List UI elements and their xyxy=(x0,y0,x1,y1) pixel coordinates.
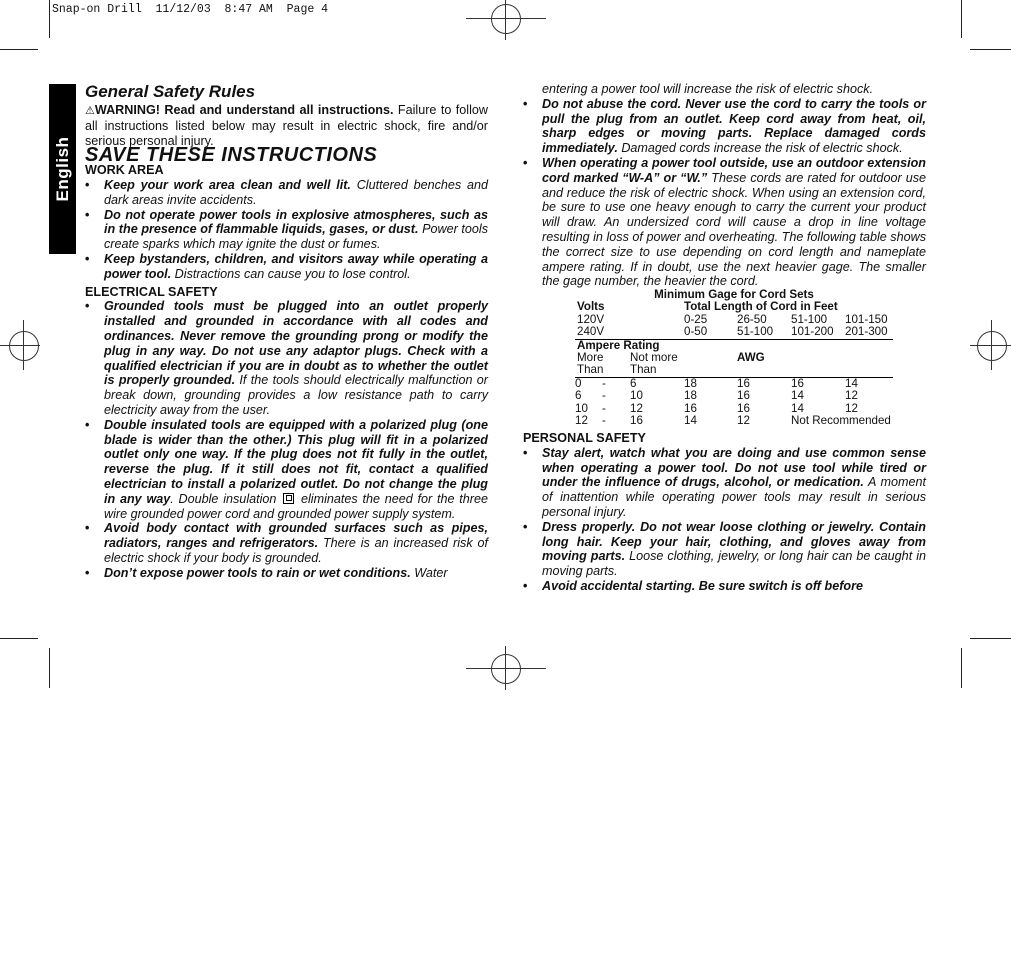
table-header-row: Than Than xyxy=(575,364,893,377)
personal-safety-title: PERSONAL SAFETY xyxy=(523,431,646,445)
cord-safety-list xyxy=(523,97,926,289)
crop-mark xyxy=(970,49,1011,50)
list-item: • Grounded tools must be plugged into an outlet properly installed and grounded in accordance with all codes and ordinances. Never remove the grounding prong or modify the plug in any way. Do not use any adaptor plugs. Check with a qualified electrician if you are in doubt as to whether the outlet is properly grounded. If the tools should electrically malfunction or break down, grounding provides a low resistance path to carry electricity away from the user. xyxy=(85,299,488,417)
registration-mark-line xyxy=(505,646,506,690)
right-column xyxy=(523,82,926,289)
registration-mark-icon xyxy=(491,654,521,684)
table-row: 240V 0-50 51-100 101-200 201-300 xyxy=(577,325,888,339)
list-item: • Do not operate power tools in explosive atmospheres, such as in the presence of flammable liquids, gases, or dust. Power tools create sparks which may ignite the dust or fumes. xyxy=(85,208,488,252)
list-item: • Do not abuse the cord. Never use the cord to carry the tools or pull the plug from an outlet. Keep cord away from heat, oil, sharp edges or moving parts. Replace damaged cords immediately. Damaged cords increase the risk of electric shock. xyxy=(523,97,926,156)
table-header-row: Volts Total Length of Cord in Feet xyxy=(577,300,838,314)
registration-mark-line xyxy=(466,668,546,669)
table-row: 12 - 16 14 12 Not Recommended xyxy=(575,413,891,427)
registration-mark-line xyxy=(0,345,40,346)
cord-gage-table xyxy=(575,289,893,427)
list-item: • Keep your work area clean and well lit. Cluttered benches and dark areas invite accidents. xyxy=(85,178,488,208)
list-item: • Avoid body contact with grounded surfaces such as pipes, radiators, ranges and refrigerators. There is an increased risk of electric shock if your body is grounded. xyxy=(85,521,488,565)
table-row: 6 - 10 18 16 14 12 xyxy=(575,389,858,403)
crop-mark xyxy=(49,648,50,688)
warning-paragraph: ⚠WARNING! Read and understand all instructions. Failure to follow all instructions listed below may result in electric shock, fire and/or serious personal injury. xyxy=(85,103,488,148)
crop-mark xyxy=(961,648,962,688)
list-item: • Double insulated tools are equipped with a polarized plug (one blade is wider than the other.) This plug will fit in a polarized outlet only one way. If the plug does not fit fully in the outlet, reverse the plug. If it still does not fit, contact a qualified electrician to install a polarized outlet. Do not change the plug in any way. Double insulation eliminates the need for the three wire grounded power cord and grounded power supply system. xyxy=(85,418,488,522)
table-row: 0 - 6 18 16 16 14 xyxy=(575,376,858,390)
table-row: 120V 0-25 26-50 51-100 101-150 xyxy=(577,312,888,326)
registration-mark-line xyxy=(23,320,24,370)
personal-safety-block xyxy=(523,431,926,594)
list-item: • Keep bystanders, children, and visitors away while operating a power tool. Distractions can cause you to lose control. xyxy=(85,252,488,282)
table-header-row: Ampere Rating xyxy=(575,339,893,352)
table-header-row: More Not more AWG xyxy=(577,350,765,364)
table-title: Minimum Gage for Cord Sets xyxy=(654,288,814,301)
list-item: • When operating a power tool outside, use an outdoor extension cord marked “W-A” or “W.” These cords are rated for outdoor use and reduce the risk of electric shock. When using an extension cord, be sure to use one heavy enough to carry the current your product will draw. An undersized cord will cause a drop in line voltage resulting in loss of power and overheating. The following table shows the correct size to use depending on cord length and nameplate ampere rating. If in doubt, use the next heavier gage. The smaller the gage number, the heavier the cord. xyxy=(523,156,926,289)
registration-mark-line xyxy=(466,18,546,19)
crop-mark xyxy=(970,638,1011,639)
section-heading: General Safety Rules xyxy=(85,82,256,101)
list-item: • Don’t expose power tools to rain or wet conditions. Water xyxy=(85,566,488,581)
language-tab xyxy=(49,84,76,254)
electrical-safety-title: ELECTRICAL SAFETY xyxy=(85,284,218,299)
list-item: • Stay alert, watch what you are doing and use common sense when operating a power tool. Do not use tool while tired or under the influence of drugs, alcohol, or medication. A moment of inattention while operating power tools may result in serious personal injury. xyxy=(523,446,926,520)
list-item: • Avoid accidental starting. Be sure switch is off before xyxy=(523,579,926,594)
continued-text: entering a power tool will increase the risk of electric shock. xyxy=(542,82,874,96)
crop-mark xyxy=(0,638,38,639)
double-insulation-icon xyxy=(283,493,294,504)
personal-safety-list xyxy=(523,446,926,594)
language-tab-label: English xyxy=(52,136,72,202)
registration-mark-line xyxy=(505,0,506,40)
crop-mark xyxy=(961,0,962,38)
save-instructions-heading: SAVE THESE INSTRUCTIONS xyxy=(85,144,378,167)
registration-mark-icon xyxy=(9,331,39,361)
work-area-title: WORK AREA xyxy=(85,163,164,178)
table-row: 10 - 12 16 16 14 12 xyxy=(575,401,858,415)
electrical-safety-list xyxy=(85,299,488,580)
crop-mark xyxy=(0,49,38,50)
crop-mark xyxy=(49,0,50,38)
list-item: • Dress properly. Do not wear loose clothing or jewelry. Contain long hair. Keep your hair, clothing, and gloves away from moving parts. Loose clothing, jewelry, or long hair can be caught in moving parts. xyxy=(523,520,926,579)
print-slug: Snap-on Drill 11/12/03 8:47 AM Page 4 xyxy=(52,3,329,16)
registration-mark-icon xyxy=(977,331,1007,361)
warning-triangle-icon: ⚠ xyxy=(85,105,95,117)
registration-mark-icon xyxy=(491,4,521,34)
left-column xyxy=(85,81,488,581)
work-area-list xyxy=(85,178,488,282)
registration-mark-line xyxy=(991,320,992,370)
